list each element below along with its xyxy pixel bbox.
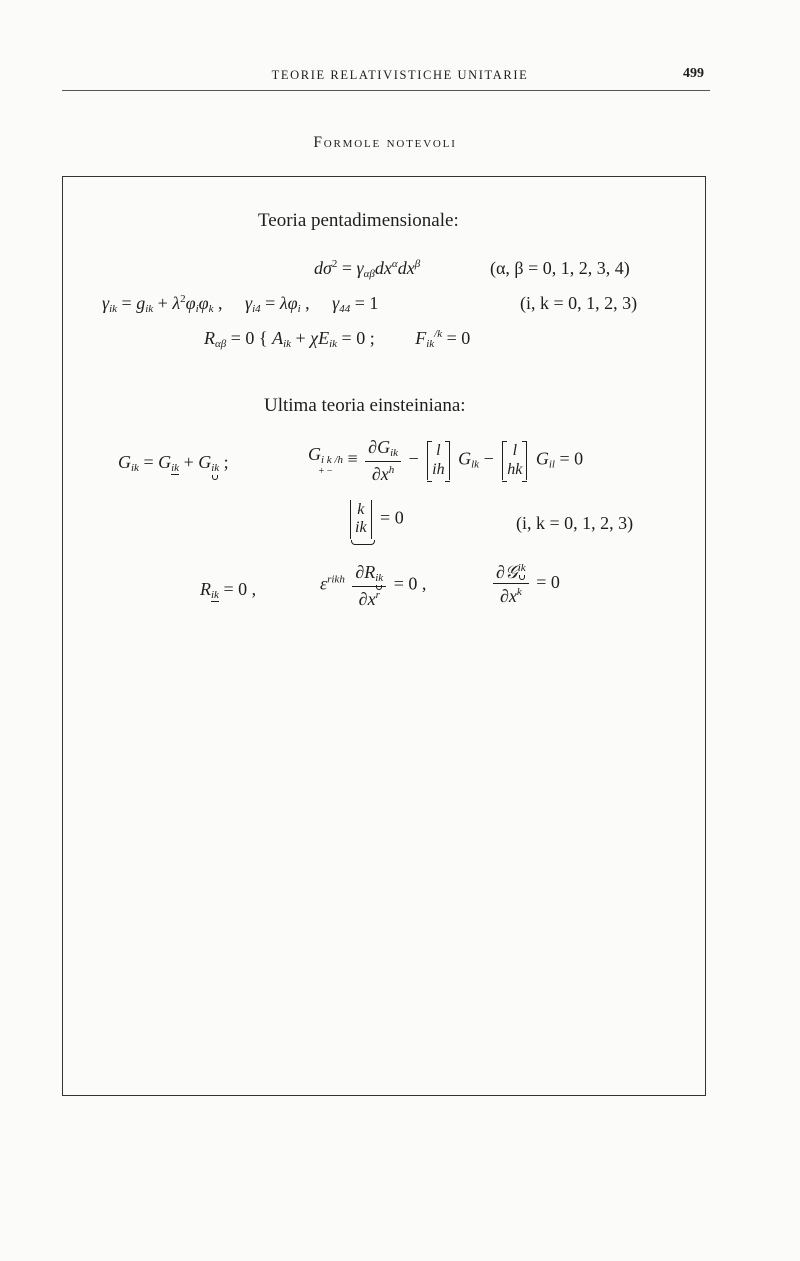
conditions-i-k-2: (i, k = 0, 1, 2, 3) bbox=[516, 513, 634, 533]
page-number: 499 bbox=[683, 66, 704, 81]
equation-metric-components: $\gamma_{ik} = g_{ik} + \lambda^2\varphi_i\varphi_k$ , $\gamma_{i4} = \lambda\varphi_i$ , $\gamma_{44} = 1$ bbox=[102, 293, 379, 315]
conditions-i-k-1: (i, k = 0, 1, 2, 3) bbox=[520, 293, 638, 313]
header-rule bbox=[62, 90, 710, 91]
equation-divergence: $\frac{\partial 𝒢^{ik}}{\partial x^k}$ = 0 bbox=[490, 563, 560, 605]
section-title: Formole notevoli bbox=[313, 134, 457, 151]
equation-ricci-symmetric: $R_{ik} = 0$ , bbox=[200, 579, 257, 601]
einstein-title: Ultima teoria einsteiniana: bbox=[264, 395, 466, 416]
equation-covariant-derivative: $G_{i k /h}$ + − ≡ $\frac{\partial G_{ik}}{\partial x^h}$ − l ih $G_{lk}$ − l hk $G_{il} = 0$ bbox=[308, 437, 584, 484]
five-dim-title: Teoria pentadimensionale: bbox=[258, 210, 459, 231]
running-title: TEORIE RELATIVISTICHE UNITARIE bbox=[271, 68, 529, 82]
equation-ricci-antisymmetric: $\varepsilon^{rikh}$ $\frac{\partial R_{ik}}{\partial x^r}$ = 0 , bbox=[320, 562, 427, 609]
equation-decomposition: $G_{ik} = G_{ik} + G_{ik}$ ; bbox=[118, 452, 229, 474]
equation-christoffel-condition: k ik = 0 bbox=[350, 500, 404, 539]
equation-field-five-dim: $R_{\alpha\beta} = 0$ { $A_{ik} + \chi E_{ik} = 0$ ; $F_{ik}^{/k} = 0$ bbox=[204, 328, 471, 350]
equation-line-element: $d\sigma^2 = \gamma_{\alpha\beta}dx^\alpha dx^\beta$ bbox=[314, 258, 421, 280]
conditions-alpha-beta: (α, β = 0, 1, 2, 3, 4) bbox=[490, 258, 630, 278]
